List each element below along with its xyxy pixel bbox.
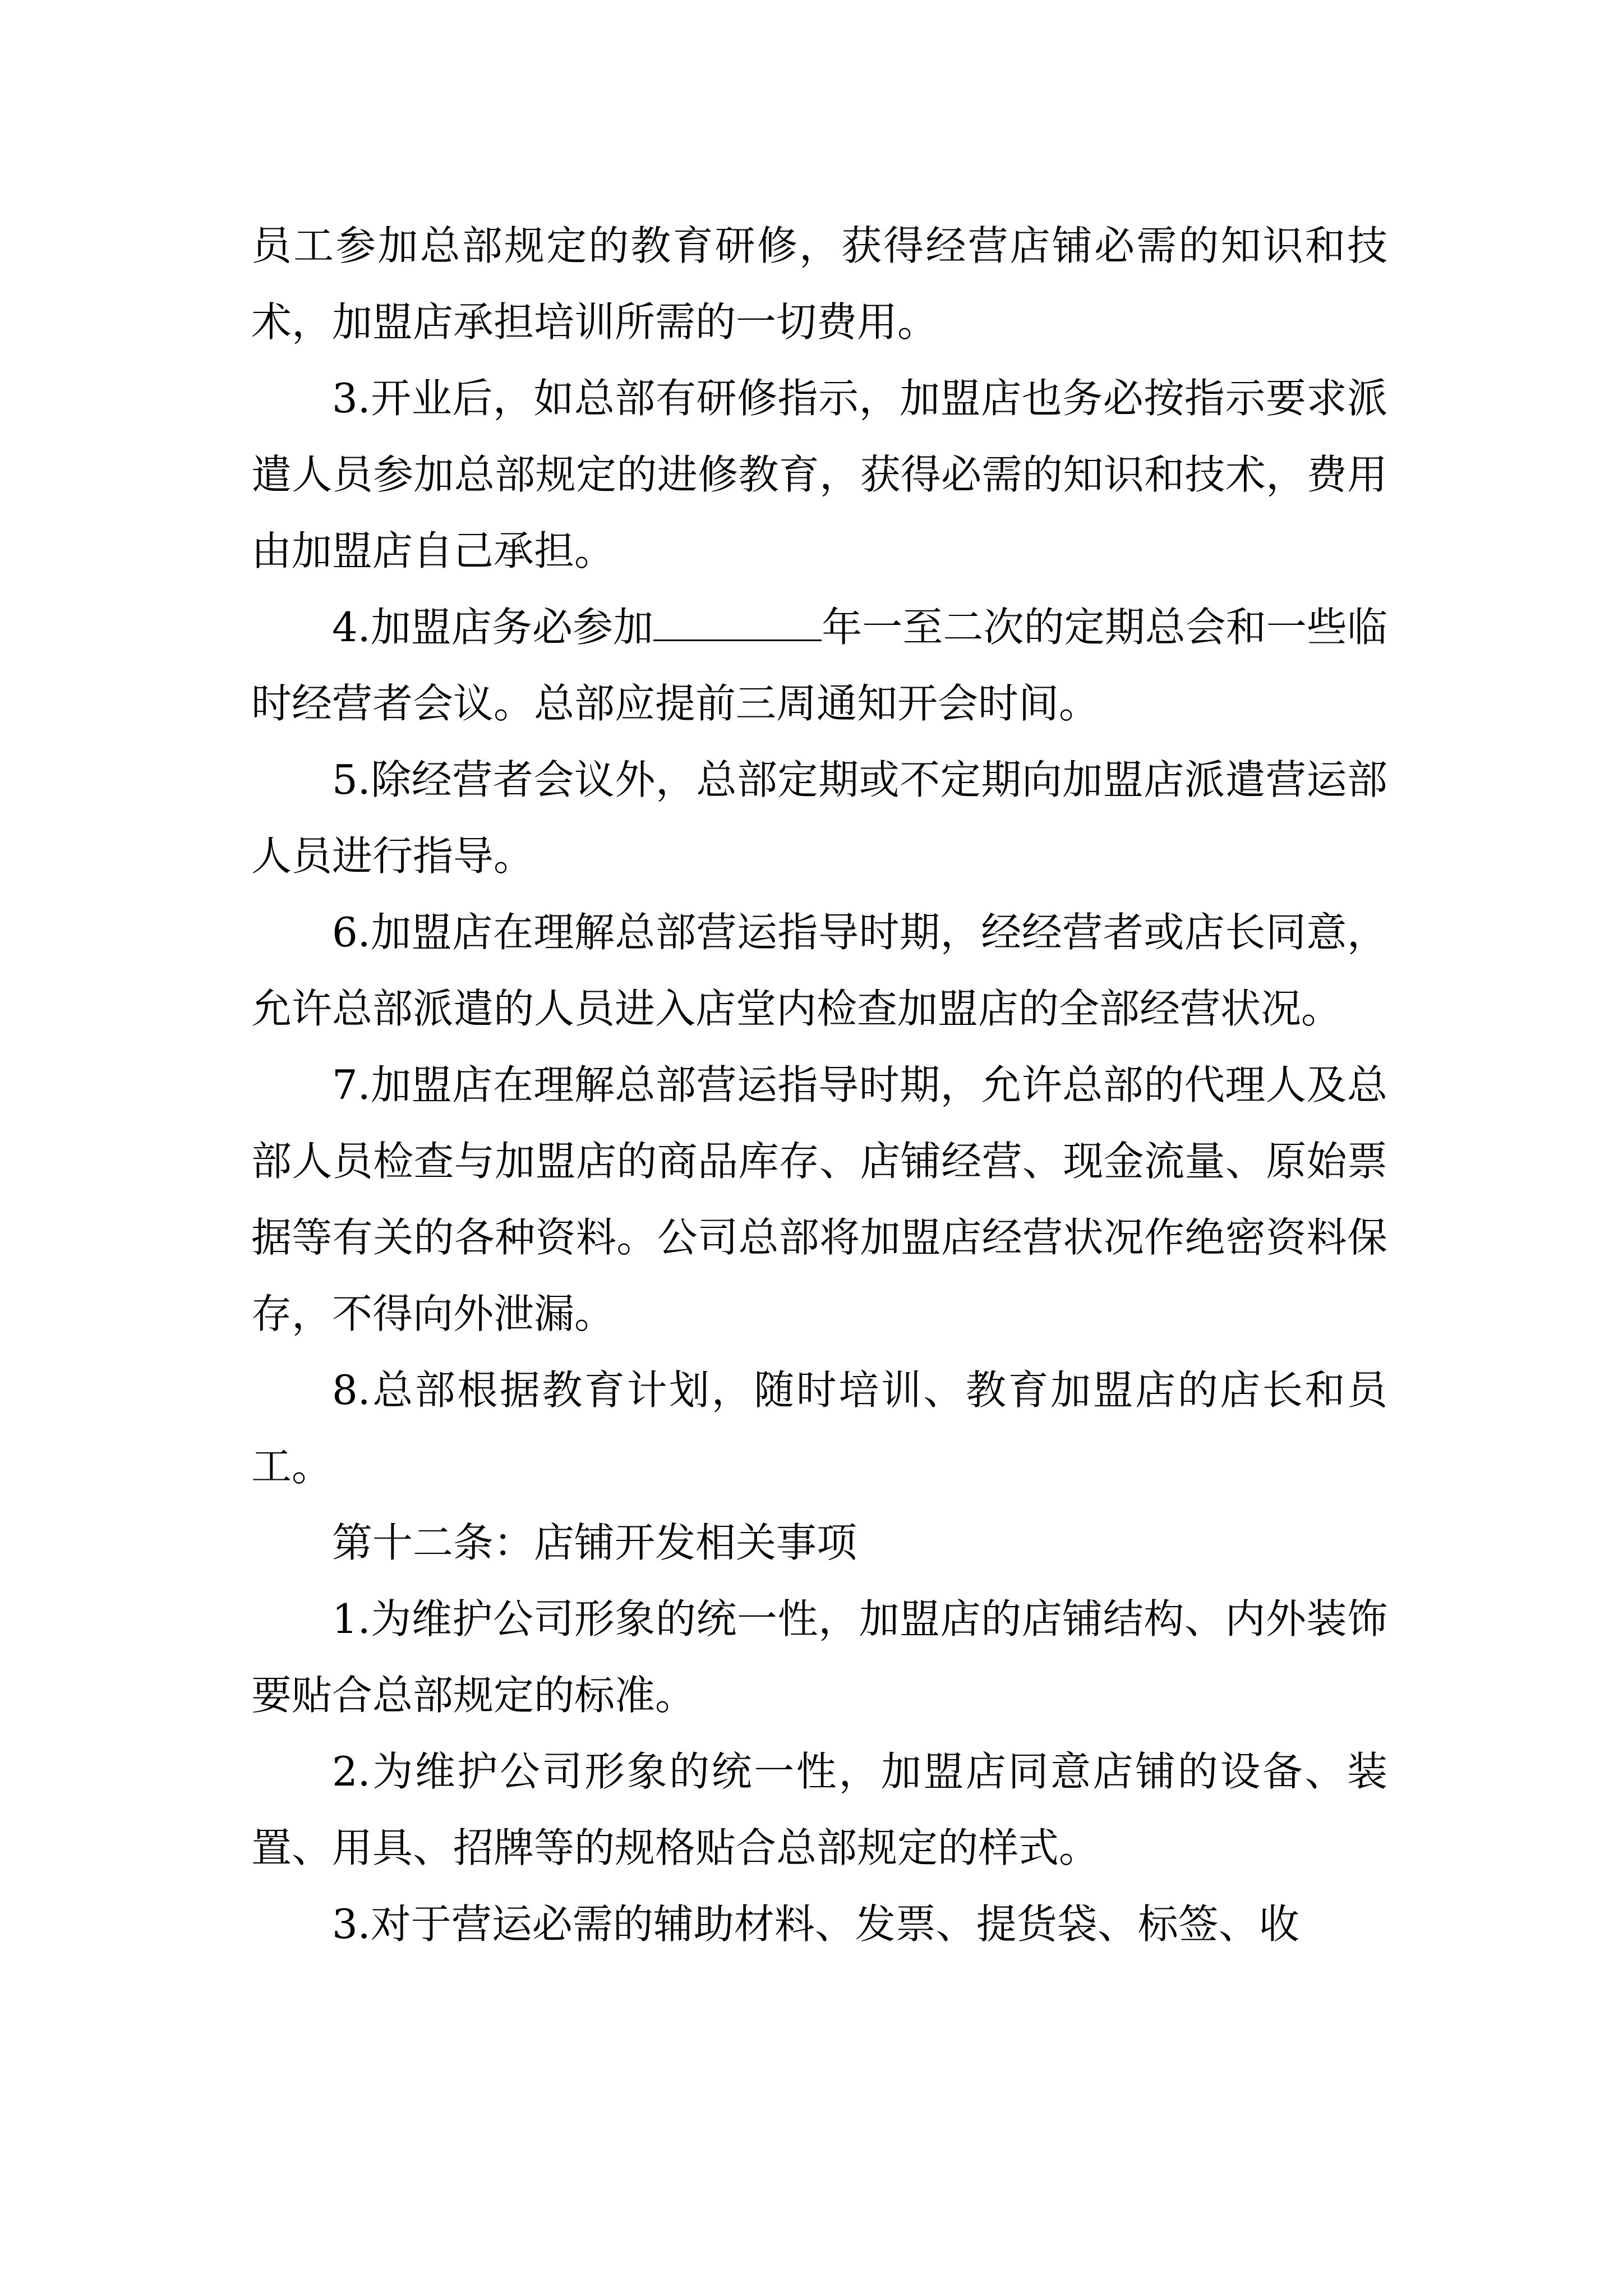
paragraph-article-12-item-1: 1.为维护公司形象的统一性，加盟店的店铺结构、内外装饰要贴合总部规定的标准。 [251, 1595, 1387, 1719]
fill-in-blank [653, 637, 822, 641]
paragraph-item-5-guidance: 5.除经营者会议外，总部定期或不定期向加盟店派遣营运部人员进行指导。 [251, 756, 1387, 880]
paragraph-item-6-inspection: 6.加盟店在理解总部营运指导时期，经经营者或店长同意，允许总部派遣的人员进入店堂内检查加盟店的全部经营状况。 [251, 909, 1387, 1032]
paragraph-item-4-after-blank: 年一至二次的定期总会和一些临时经营者会议。总部应提前三周通知开会时间。 [251, 604, 1387, 727]
paragraph-item-4-before-blank: 4.加盟店务必参加 [332, 604, 654, 651]
paragraph-article-12-item-3: 3.对于营运必需的辅助材料、发票、提货袋、标签、收 [332, 1901, 1299, 1948]
paragraph-item-3-training: 3.开业后，如总部有研修指示，加盟店也务必按指示要求派遣人员参加总部规定的进修教育，获得必需的知识和技术，费用由加盟店自己承担。 [251, 375, 1387, 574]
section-heading-article-12: 第十二条：店铺开发相关事项 [332, 1519, 857, 1566]
paragraph-item-4-meetings [251, 589, 1387, 742]
paragraph-item-7-records: 7.加盟店在理解总部营运指导时期，允许总部的代理人及总部人员检查与加盟店的商品库存、店铺经营、现金流量、原始票据等有关的各种资料。公司总部将加盟店经营状况作绝密资料保存，不得向外泄漏。 [251, 1061, 1387, 1337]
paragraph-continuation: 员工参加总部规定的教育研修，获得经营店铺必需的知识和技术，加盟店承担培训所需的一切费用。 [251, 222, 1387, 346]
paragraph-item-8-education: 8.总部根据教育计划，随时培训、教育加盟店的店长和员工。 [251, 1366, 1387, 1490]
document-page [251, 208, 1387, 1962]
paragraph-article-12-item-2: 2.为维护公司形象的统一性，加盟店同意店铺的设备、装置、用具、招牌等的规格贴合总部规定的样式。 [251, 1748, 1387, 1871]
